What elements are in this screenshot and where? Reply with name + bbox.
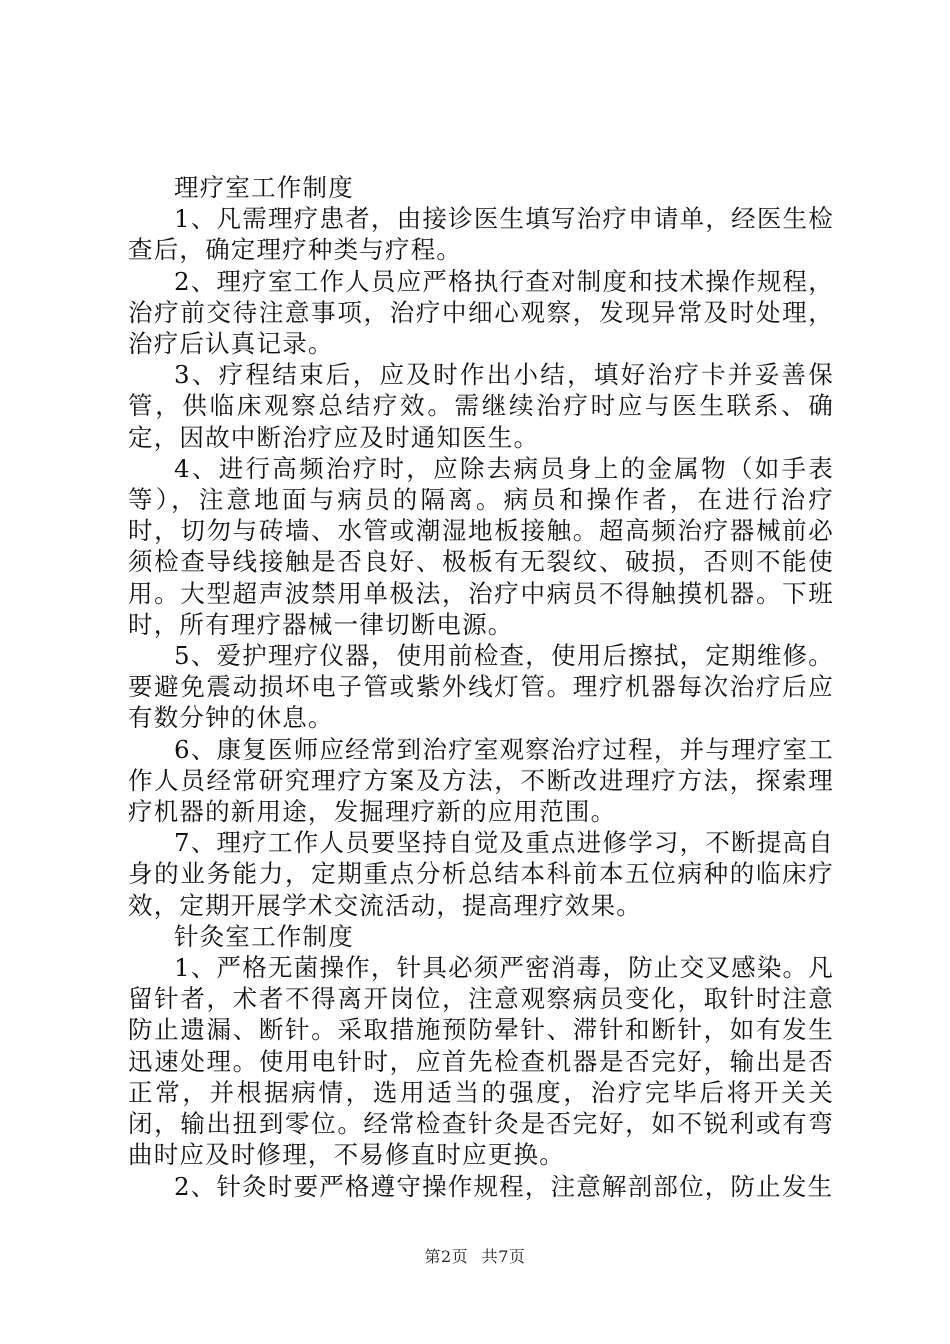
document-body xyxy=(128,172,834,1202)
section-title-physiotherapy: 理疗室工作制度 xyxy=(174,173,354,202)
paragraph: 5、爱护理疗仪器，使用前检查，使用后擦拭，定期维修。要避免震动损坏电子管或紫外线灯管。理疗机器每次治疗后应有数分钟的休息。 xyxy=(128,641,834,733)
paragraph: 1、严格无菌操作，针具必须严密消毒，防止交叉感染。凡留针者，术者不得离开岗位，注意观察病员变化，取针时注意防止遗漏、断针。采取措施预防晕针、滞针和断针，如有发生迅速处理。使用电针时，应首先检查机器是否完好，输出是否正常，并根据病情，选用适当的强度，治疗完毕后将开关关闭，输出扭到零位。经常检查针灸是否完好，如不锐利或有弯曲时应及时修理，不易修直时应更换。 xyxy=(128,953,834,1170)
paragraph: 6、康复医师应经常到治疗室观察治疗过程，并与理疗室工作人员经常研究理疗方案及方法，不断改进理疗方法，探索理疗机器的新用途，发掘理疗新的应用范围。 xyxy=(128,734,834,827)
section-title-acupuncture: 针灸室工作制度 xyxy=(174,921,354,951)
paragraph: 2、理疗室工作人员应严格执行查对制度和技术操作规程，治疗前交待注意事项，治疗中细心观察，发现异常及时处理，治疗后认真记录。 xyxy=(128,266,834,359)
paragraph: 7、理疗工作人员要坚持自觉及重点进修学习，不断提高自身的业务能力，定期重点分析总结本科前本五位病种的临床疗效，定期开展学术交流活动，提高理疗效果。 xyxy=(128,828,834,920)
paragraph: 3、疗程结束后，应及时作出小结，填好治疗卡并妥善保管，供临床观察总结疗效。需继续治疗时应与医生联系、确定，因故中断治疗应及时通知医生。 xyxy=(128,360,834,452)
paragraph: 1、凡需理疗患者，由接诊医生填写治疗申请单，经医生检查后，确定理疗种类与疗程。 xyxy=(128,204,834,265)
page-total: 共7页 xyxy=(481,1247,526,1266)
page-footer xyxy=(0,1244,950,1267)
page-number: 第2页 xyxy=(424,1247,469,1266)
paragraph: 4、进行高频治疗时，应除去病员身上的金属物（如手表等），注意地面与病员的隔离。病员和操作者，在进行治疗时，切勿与砖墙、水管或潮湿地板接触。超高频治疗器械前必须检查导线接触是否良好、极板有无裂纹、破损，否则不能使用。大型超声波禁用单极法，治疗中病员不得触摸机器。下班时，所有理疗器械一律切断电源。 xyxy=(128,453,834,639)
paragraph: 2、针灸时要严格遵守操作规程，注意解剖部位，防止发生 xyxy=(174,1171,834,1201)
